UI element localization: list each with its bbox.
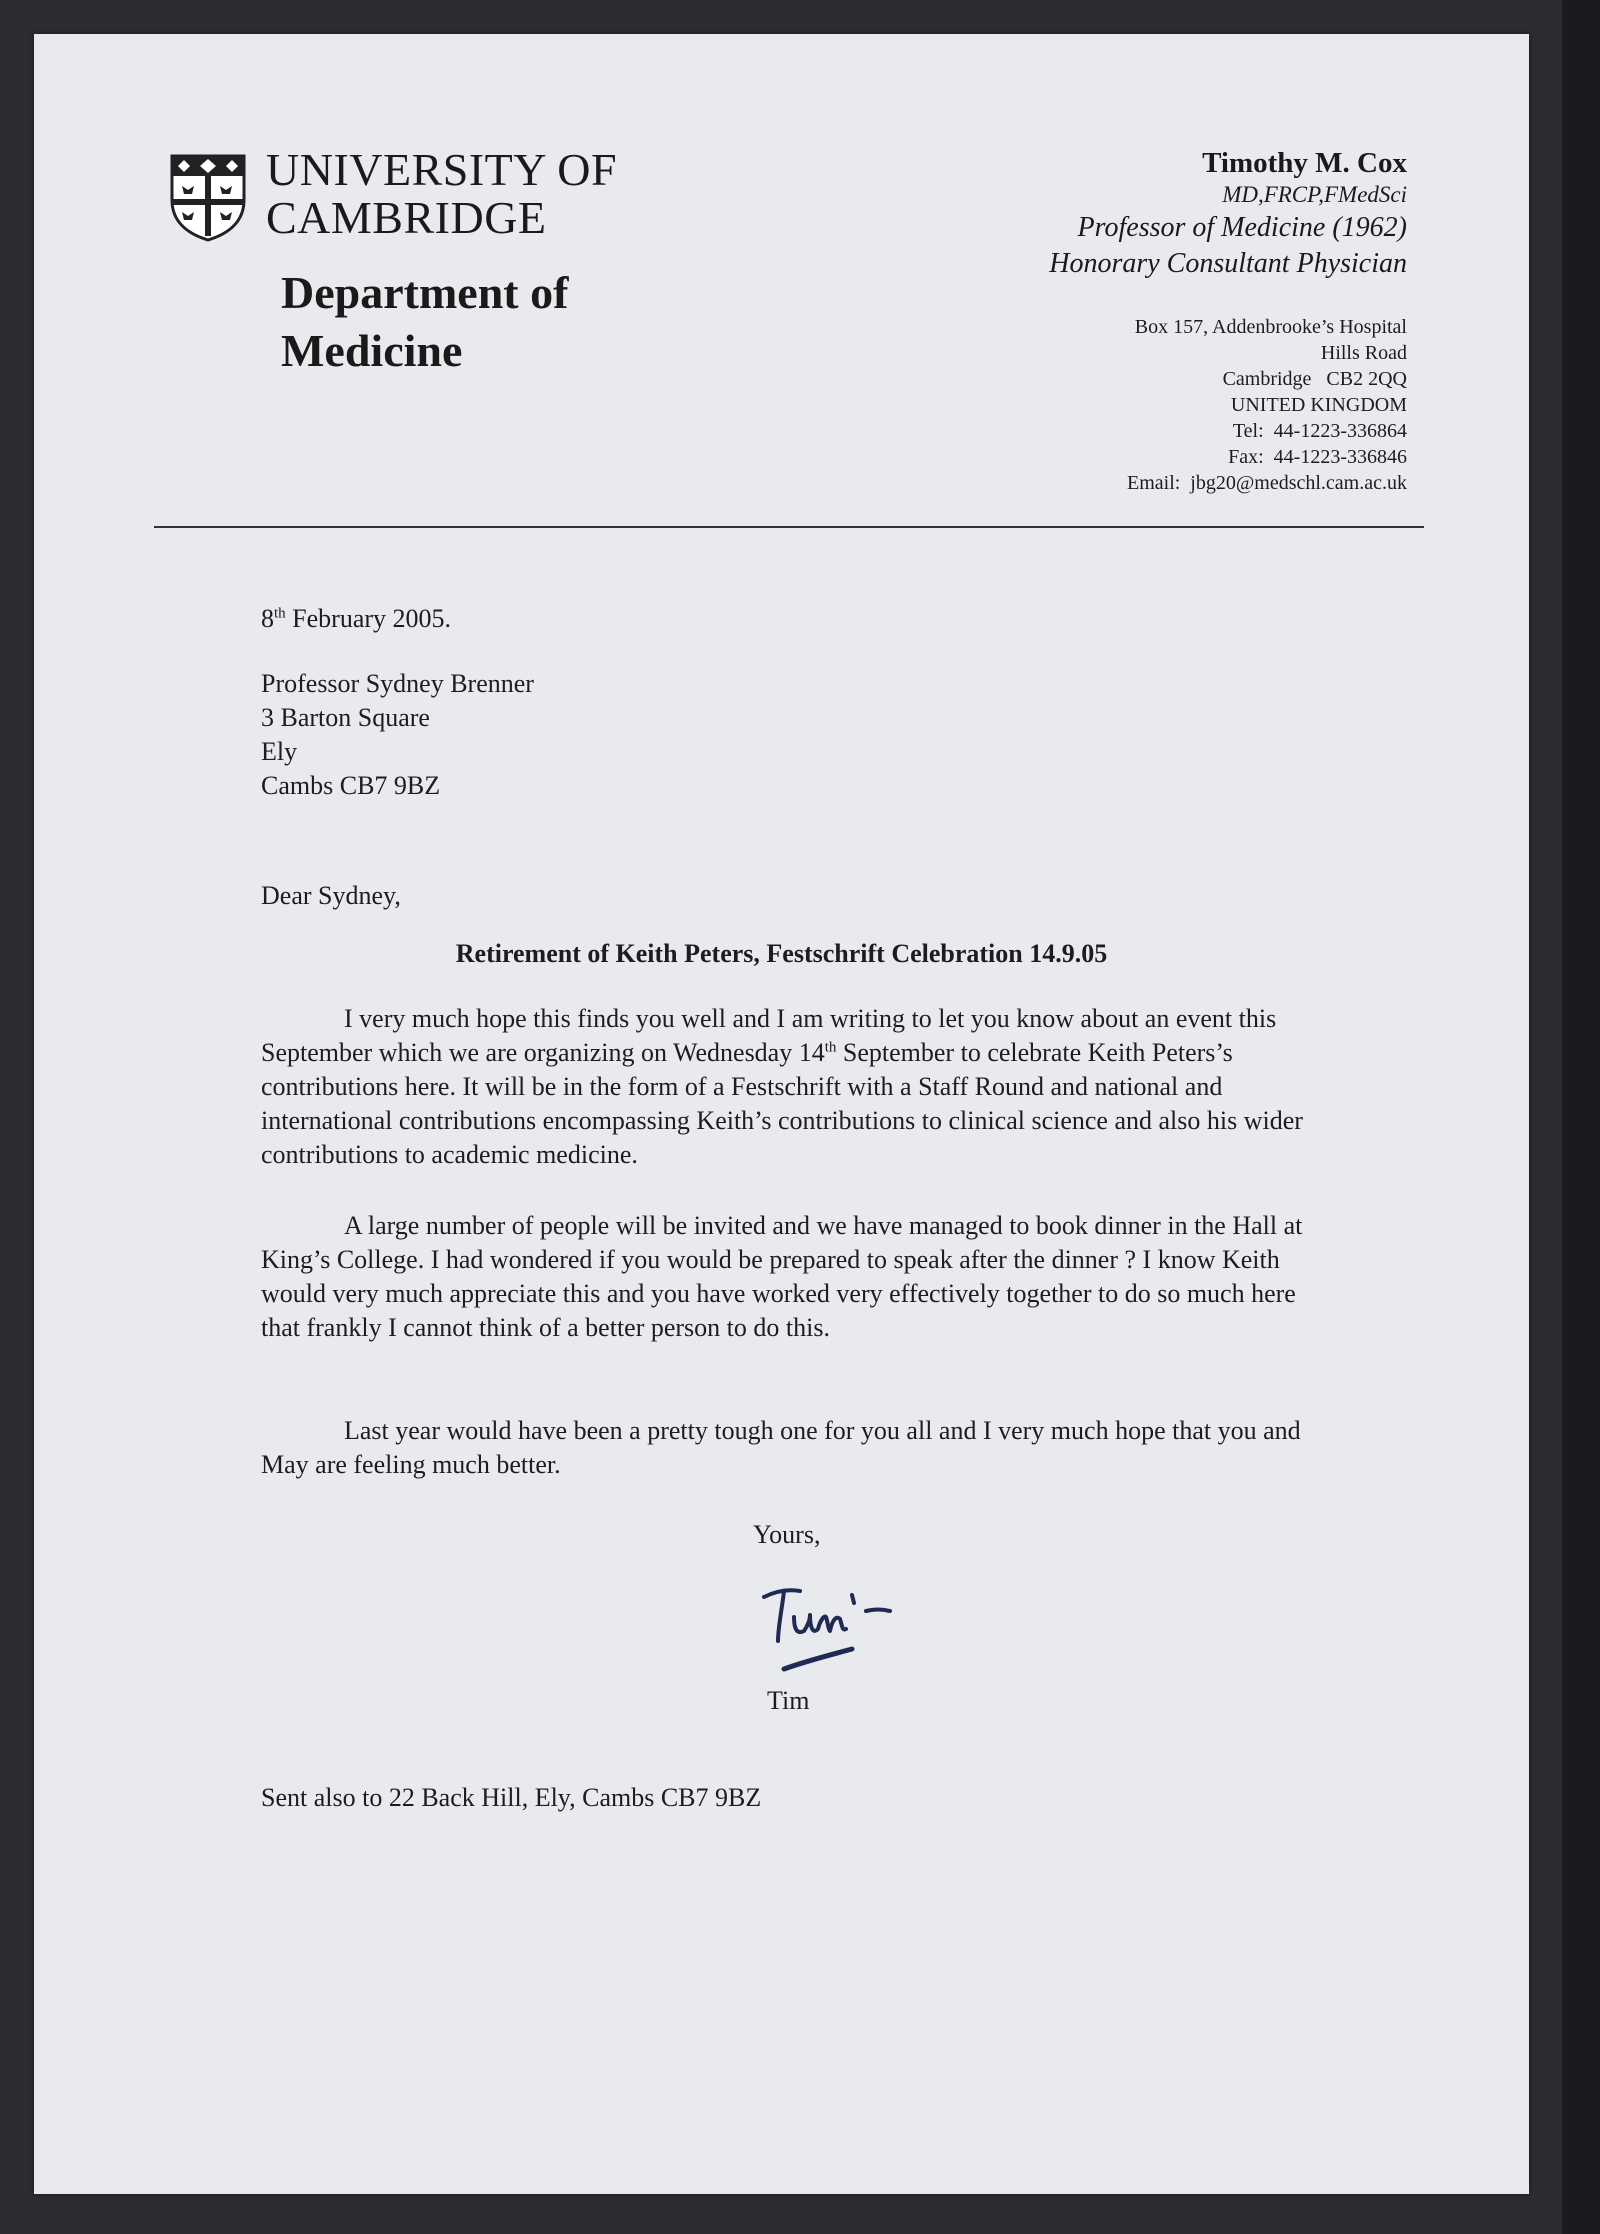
address-line: Tel: 44-1223-336864	[1232, 420, 1407, 442]
date-suffix: th	[274, 605, 286, 622]
sender-address	[1127, 314, 1407, 496]
handwritten-signature	[754, 1569, 904, 1679]
closing: Yours,	[753, 1520, 821, 1549]
paragraph-2	[261, 1209, 1321, 1345]
department-name-line2: Medicine	[281, 325, 463, 376]
paragraph-3-text: Last year would have been a pretty tough one for you all and I very much hope that you and May are feeling much better.	[261, 1416, 1301, 1479]
recipient-line: Professor Sydney Brenner	[261, 669, 534, 698]
department-name	[281, 264, 568, 380]
address-line: UNITED KINGDOM	[1230, 394, 1407, 416]
university-crest-icon	[170, 154, 246, 242]
recipient-address	[261, 667, 534, 803]
letterhead-divider	[154, 526, 1424, 528]
date-day: 8	[261, 604, 274, 633]
letter-page	[34, 34, 1529, 2194]
university-name-line2: CAMBRIDGE	[266, 192, 547, 243]
scanner-background-edge	[1562, 0, 1600, 2234]
paragraph-1-text-b: September to celebrate Keith Peters’s contributions here. It will be in the form of a Festschrift with a Staff Round and national and international contributions encompassing Keith’s contributions to clinical science and also his wider contributions to academic medicine.	[261, 1038, 1303, 1169]
salutation: Dear Sydney,	[261, 881, 401, 910]
sender-title-professor: Professor of Medicine (1962)	[1077, 212, 1407, 243]
address-line: Fax: 44-1223-336846	[1228, 446, 1407, 468]
university-name-line1: UNIVERSITY OF	[266, 144, 618, 195]
department-name-line1: Department of	[281, 267, 569, 318]
sender-qualifications: MD,FRCP,FMedSci	[1222, 182, 1407, 207]
paragraph-1-superscript: th	[824, 1039, 837, 1056]
address-line: Cambridge CB2 2QQ	[1222, 368, 1407, 390]
recipient-line: 3 Barton Square	[261, 703, 430, 732]
paragraph-1	[261, 1002, 1321, 1172]
recipient-line: Ely	[261, 737, 298, 766]
sender-title-consultant: Honorary Consultant Physician	[1049, 248, 1407, 279]
date-rest: February 2005.	[285, 604, 452, 633]
address-line: Hills Road	[1320, 342, 1407, 364]
paragraph-3	[261, 1414, 1321, 1482]
sender-name: Timothy M. Cox	[1202, 147, 1407, 179]
recipient-line: Cambs CB7 9BZ	[261, 771, 441, 800]
signed-name: Tim	[767, 1686, 810, 1715]
university-name	[266, 146, 617, 242]
email-line: Email: jbg20@medschl.cam.ac.uk	[1126, 472, 1407, 494]
letter-date	[261, 602, 451, 636]
paragraph-2-text: A large number of people will be invited and we have managed to book dinner in the Hall at King’s College. I had wondered if you would be prepared to speak after the dinner ? I know Keith would very much appreciate this and you have worked very effectively together to do so much here that frankly I cannot think of a better person to do this.	[261, 1211, 1303, 1342]
letter-subject: Retirement of Keith Peters, Festschrift Celebration 14.9.05	[455, 939, 1108, 968]
paragraph-1-text-a: I very much hope this finds you well and I am writing to let you know about an event this September which we are organizing on Wednesday 14	[261, 1004, 1277, 1067]
copy-note: Sent also to 22 Back Hill, Ely, Cambs CB7 9BZ	[261, 1783, 762, 1812]
address-line: Box 157, Addenbrooke’s Hospital	[1134, 316, 1407, 338]
sender-block	[1049, 146, 1407, 282]
